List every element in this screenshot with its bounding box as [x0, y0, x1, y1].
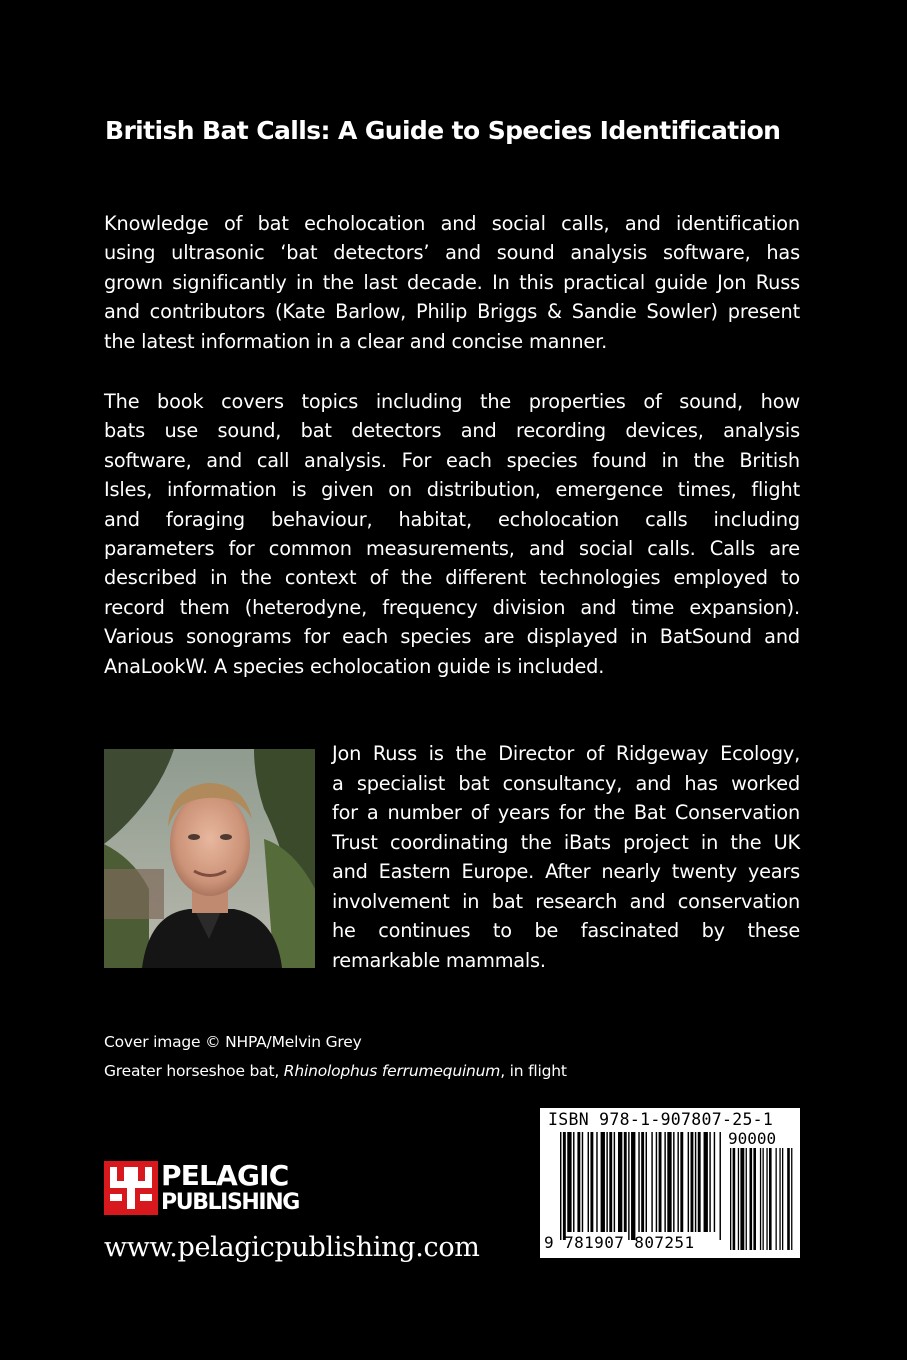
barcode-addon-bar	[769, 1148, 772, 1250]
text-line: AnaLookW. A species echolocation guide is included.	[104, 654, 605, 678]
barcode-addon-bar	[760, 1148, 761, 1250]
barcode-addon-bar	[738, 1148, 739, 1250]
barcode-bar	[656, 1132, 657, 1232]
text-line: record them (heterodyne, frequency division and time expansion).	[104, 595, 800, 619]
text-line: and foraging behaviour, habitat, echolocation calls including	[104, 507, 800, 531]
barcode-bar	[588, 1132, 589, 1232]
barcode-bar	[680, 1132, 683, 1232]
barcode-bar	[601, 1132, 605, 1232]
book-title: British Bat Calls: A Guide to Species Identification	[105, 116, 781, 145]
barcode-bar	[659, 1132, 662, 1232]
barcode-addon: 90000	[728, 1129, 777, 1148]
barcode-addon-bar	[776, 1148, 777, 1250]
barcode-addon-bar	[730, 1148, 731, 1250]
text-line: bats use sound, bat detectors and recording devices, analysis	[104, 419, 800, 443]
barcode-bar	[577, 1132, 580, 1232]
text-line: software, and call analysis. For each species found in the British	[104, 448, 800, 472]
barcode-bar	[664, 1132, 665, 1232]
barcode-bar	[606, 1132, 607, 1232]
text-line: he continues to be fascinated by these	[332, 919, 800, 942]
barcode-bar	[638, 1132, 639, 1232]
barcode-bar	[677, 1132, 678, 1232]
barcode-bar	[596, 1132, 597, 1232]
text-line: The book covers topics including the properties of sound, how	[104, 390, 800, 413]
pelagic-logo-icon	[104, 1161, 158, 1215]
barcode-addon-bar	[766, 1148, 767, 1250]
isbn-label: ISBN 978-1-907807-25-1	[548, 1110, 774, 1129]
species-name: Rhinolophus ferrumequinum	[283, 1062, 501, 1080]
barcode-addon-bar	[787, 1148, 790, 1250]
barcode-bar	[695, 1132, 696, 1232]
caption-suffix: , in flight	[500, 1062, 567, 1080]
barcode-addon-bar	[740, 1148, 744, 1250]
text-line: grown significantly in the last decade. In this practical guide Jon Russ	[104, 270, 800, 294]
barcode-bar	[631, 1132, 635, 1240]
text-line: involvement in bat research and conservation	[332, 889, 800, 913]
barcode-bar	[646, 1132, 647, 1232]
barcode-bar	[567, 1132, 571, 1232]
barcode-bar	[590, 1132, 593, 1232]
barcode-addon-bar	[753, 1148, 756, 1250]
barcode-bar	[704, 1132, 708, 1232]
isbn-barcode	[540, 1108, 800, 1258]
barcode-bar	[688, 1132, 689, 1232]
description-paragraph-1	[104, 209, 800, 356]
barcode-bar	[720, 1132, 721, 1240]
barcode-bar	[573, 1132, 574, 1232]
barcode-bar	[691, 1132, 694, 1232]
text-line: remarkable mammals.	[332, 948, 546, 972]
text-line: Knowledge of bat echolocation and social calls, and identification	[104, 212, 800, 235]
text-line: parameters for common measurements, and social calls. Calls are	[104, 537, 800, 561]
barcode-bar	[582, 1132, 583, 1232]
barcode-addon-bar	[791, 1148, 792, 1250]
text-line: and Eastern Europe. After nearly twenty years	[332, 860, 800, 883]
description-paragraph-2	[104, 387, 800, 681]
barcode-bar	[673, 1132, 674, 1232]
text-line: using ultrasonic ‘bat detectors’ and sound analysis software, has	[104, 241, 800, 265]
barcode-addon-bar	[750, 1148, 753, 1250]
cover-image-credit: Cover image © NHPA/Melvin Grey	[104, 1033, 362, 1051]
barcode-addon-bar	[733, 1148, 736, 1250]
author-photo	[104, 749, 315, 968]
barcode-bar	[651, 1132, 652, 1232]
barcode-bar	[614, 1132, 615, 1232]
barcode-bar	[698, 1132, 701, 1232]
logo-wordmark-line2: PUBLISHING	[161, 1190, 299, 1215]
barcode-addon-bar	[779, 1148, 780, 1250]
text-line: a specialist bat consultancy, and has worked	[332, 771, 800, 795]
barcode-bar	[709, 1132, 710, 1232]
barcode-bar	[624, 1132, 627, 1232]
text-line: Trust coordinating the iBats project in the UK	[332, 830, 800, 854]
publisher-logo	[104, 1161, 324, 1217]
text-line: described in the context of the different technologies employed to	[104, 566, 800, 590]
author-bio	[332, 739, 800, 975]
text-line: Isles, information is given on distribution, emergence times, flight	[104, 478, 800, 502]
text-line: Various sonograms for each species are displayed in BatSound and	[104, 625, 800, 649]
text-line: Jon Russ is the Director of Ridgeway Ecology,	[332, 742, 800, 765]
barcode-bar	[667, 1132, 671, 1232]
barcode-bar	[609, 1132, 612, 1232]
barcode-addon-bar	[746, 1148, 747, 1250]
author-portrait-icon	[104, 749, 315, 968]
barcode-addon-bar	[763, 1148, 764, 1250]
barcode-bar	[628, 1132, 629, 1240]
barcode-bar	[641, 1132, 644, 1232]
cover-image-caption	[104, 1062, 567, 1080]
text-line: for a number of years for the Bat Conservation	[332, 801, 800, 824]
barcode-addon-bar	[782, 1148, 783, 1250]
text-line: the latest information in a clear and concise manner.	[104, 329, 608, 353]
ean-digits: 9 781907 807251	[544, 1233, 695, 1252]
barcode-bar	[714, 1132, 715, 1232]
text-line: and contributors (Kate Barlow, Philip Briggs & Sandie Sowler) present	[104, 300, 800, 324]
barcode-bar	[563, 1132, 566, 1240]
barcode-bar	[618, 1132, 622, 1232]
barcode-bar	[560, 1132, 561, 1240]
publisher-url: www.pelagicpublishing.com	[104, 1232, 480, 1263]
caption-prefix: Greater horseshoe bat,	[104, 1062, 284, 1080]
logo-wordmark-line1: PELAGIC	[161, 1159, 289, 1192]
